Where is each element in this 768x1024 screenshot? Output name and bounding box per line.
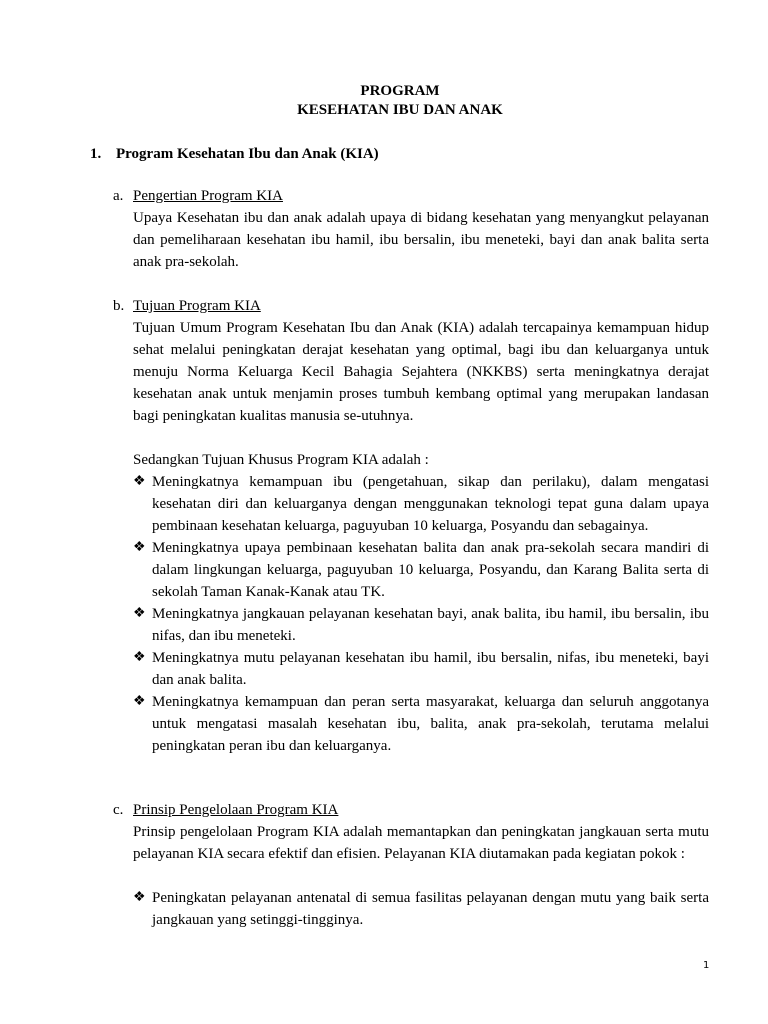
subsection-a-heading [113, 187, 283, 206]
subsection-c-paragraph: Prinsip pengelolaan Program KIA adalah memantapkan dan peningkatan jangkauan serta mutu pelayanan KIA secara efektif dan efisien. Pelayanan KIA diutamakan pada kegiatan pokok : [133, 824, 709, 862]
diamond-bullet-icon: ❖ [133, 694, 146, 709]
subsection-title: Tujuan Program KIA [133, 298, 261, 314]
diamond-bullet-icon: ❖ [133, 890, 146, 905]
kegiatan-pokok-list [133, 887, 709, 931]
document-title-line1: PROGRAM [360, 83, 440, 99]
subsection-c-heading [113, 801, 338, 820]
subsection-b-paragraph: Tujuan Umum Program Kesehatan Ibu dan Anak (KIA) adalah tercapainya kemampuan hidup sehat melalui peningkatan derajat kesehatan yang optimal, bagi ibu dan keluarganya untuk menuju Norma Keluarga Kecil Bahagia Sejahtera (NKKBS) serta meningkatnya derajat kesehatan anak untuk menjamin proses tumbuh kembang optimal yang merupakan landasan bagi peningkatan kualitas manusia se-utuhnya. [133, 320, 709, 424]
subsection-b-heading [113, 297, 261, 316]
subsection-letter: a. [113, 188, 124, 204]
list-item-text: Peningkatan pelayanan antenatal di semua fasilitas pelayanan dengan mutu yang baik serta jangkauan yang setinggi-tingginya. [152, 890, 709, 928]
list-item-text: Meningkatnya kemampuan ibu (pengetahuan, sikap dan perilaku), dalam mengatasi kesehatan diri dan keluarganya dengan menggunakan teknologi tepat guna dalam upaya pembinaan kesehatan keluarga, paguyuban 10 keluarga, Posyandu dan sebagainya. [152, 474, 709, 534]
document-title-line2: KESEHATAN IBU DAN ANAK [297, 102, 503, 118]
list-item-text: Meningkatnya kemampuan dan peran serta masyarakat, keluarga dan seluruh anggotanya untuk mengatasi masalah kesehatan ibu, balita, anak pra-sekolah, terutama melalui peningkatan peran ibu dan keluarganya. [152, 694, 709, 754]
list-item-text: Meningkatnya jangkauan pelayanan kesehatan bayi, anak balita, ibu hamil, ibu bersalin, ibu nifas, dan ibu meneteki. [152, 606, 709, 644]
subsection-letter: b. [113, 298, 125, 314]
diamond-bullet-icon: ❖ [133, 606, 146, 621]
tujuan-khusus-intro: Sedangkan Tujuan Khusus Program KIA adalah : [133, 452, 429, 468]
list-item [133, 537, 709, 603]
list-item [133, 647, 709, 691]
list-item [133, 603, 709, 647]
list-item [133, 887, 709, 931]
section-title: Program Kesehatan Ibu dan Anak (KIA) [116, 146, 379, 162]
diamond-bullet-icon: ❖ [133, 650, 146, 665]
section-number: 1. [90, 146, 102, 162]
subsection-title: Prinsip Pengelolaan Program KIA [133, 802, 339, 818]
list-item-text: Meningkatnya upaya pembinaan kesehatan balita dan anak pra-sekolah secara mandiri di dalam lingkungan keluarga, paguyuban 10 keluarga, Posyandu, dan Karang Balita serta di sekolah Taman Kanak-Kanak atau TK. [152, 540, 709, 600]
subsection-title: Pengertian Program KIA [133, 188, 283, 204]
list-item [133, 471, 709, 537]
section-heading [90, 145, 379, 164]
subsection-letter: c. [113, 802, 124, 818]
diamond-bullet-icon: ❖ [133, 474, 146, 489]
diamond-bullet-icon: ❖ [133, 540, 146, 555]
page-number: 1 [703, 960, 710, 971]
tujuan-khusus-list [133, 471, 709, 757]
list-item-text: Meningkatnya mutu pelayanan kesehatan ibu hamil, ibu bersalin, nifas, ibu meneteki, bayi dan anak balita. [152, 650, 709, 688]
subsection-a-paragraph: Upaya Kesehatan ibu dan anak adalah upaya di bidang kesehatan yang menyangkut pelayanan dan pemeliharaan kesehatan ibu hamil, ibu bersalin, ibu meneteki, bayi dan anak balita serta anak pra-sekolah. [133, 210, 709, 270]
list-item [133, 691, 709, 757]
